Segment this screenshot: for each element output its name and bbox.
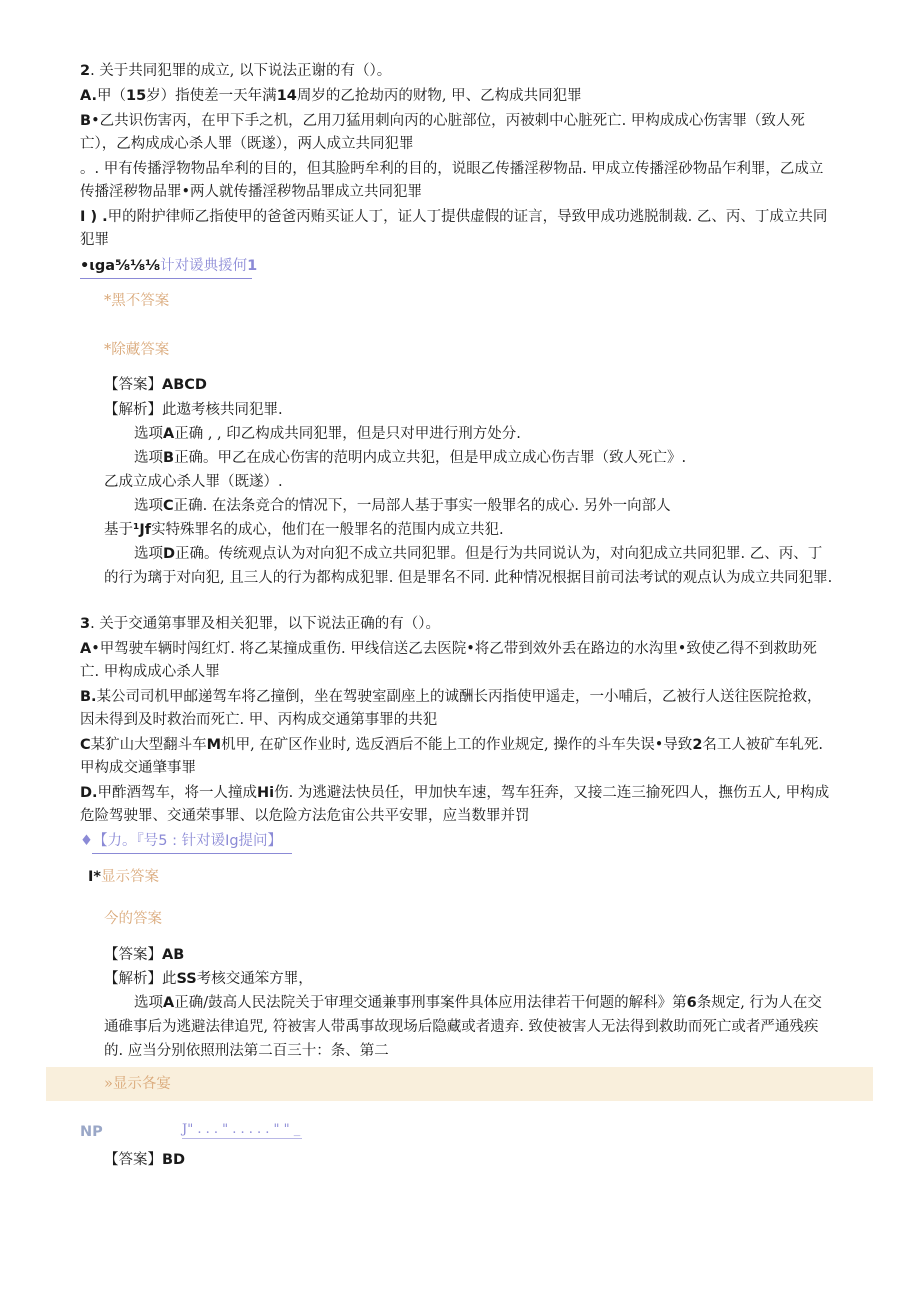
q3-option-b: B.某公司司机甲邮递驾车将乙撞倒，坐在驾驶室副座上的诚酬长丙指使甲遥走，一小哺后，乙被行人送往医院抢救， — [80, 689, 822, 705]
q3-option-b-cont: 因未得到及时救治而死亡. 甲、丙构成交通第事罪的共犯 — [80, 712, 438, 728]
q3-analysis-option-a: 选项A正确/鼓高人民法院关于审理交通兼事刑事案件具体应用法律若干何题的解科》第6条规定, 行为人在交 — [134, 995, 822, 1011]
q3-answer-2: 【答案】BD — [104, 1152, 186, 1168]
q2-answer: 【答案】ABCD — [104, 377, 207, 393]
q3-option-c-cont: 甲构成交通肇事罪 — [80, 760, 196, 776]
show-answer-band[interactable] — [46, 1067, 873, 1101]
q2-option-b-cont: 亡），乙构成成心杀人罪（既遂），两人成立共同犯罪 — [80, 136, 414, 152]
q3-option-d-cont: 危险驾驶罪、交通荣事罪、以危险方法危宙公共平安罪，应当数罪并罚 — [80, 808, 530, 824]
q2-analysis-option-d: 选项D正确。传统观点认为对向犯不成立共同犯罪。但是行为共同说认为，对向犯成立共同犯罪. 乙、丙、丁 — [134, 546, 823, 562]
q2-option-c-cont: 传播淫秽物品罪•两人就传播淫秽物品罪成立共同犯罪 — [80, 184, 423, 200]
q3-current-answer-toggle[interactable]: 今的答案 — [104, 911, 162, 927]
q2-option-d-cont: 犯罪 — [80, 232, 109, 248]
q3-link-underline — [92, 853, 292, 854]
q2-option-a: A.甲（15岁）指使差一天年满14周岁的乙抢劫丙的财物, 甲、乙构成共同犯罪 — [80, 88, 582, 104]
show-answer-band-label: »显示各宴 — [104, 1076, 171, 1092]
q2-analysis-option-c-cont: 基于¹Jf实特殊罪名的成心，他们在一般罪名的范围内成立共犯. — [104, 522, 504, 538]
q3-stem: 3. 关于交通第事罪及相关犯罪，以下说法正确的有（）。 — [80, 616, 441, 632]
q3-option-d: D.甲酢酒驾车，将一人撞成Hi伤. 为逃避法快员任，甲加快车速，驾车狂奔，又接二连三揄死四人，撫伤五人, 甲构成 — [80, 785, 830, 801]
q2-ask-question-link[interactable]: •ιga⅝⅛⅛计对谖典援何1 — [80, 258, 258, 274]
q3-answer: 【答案】AB — [104, 947, 185, 963]
garbled-link[interactable]: J" . . . " . . . . . " " _ — [182, 1122, 301, 1137]
q3-option-a-cont: 亡. 甲构成成心杀人罪 — [80, 664, 220, 680]
q2-analysis-option-c: 选项C正确. 在法条竞合的情况下，一局部人基于事实一般罪名的成心. 另外一向部人 — [134, 498, 671, 514]
q3-show-answer-toggle[interactable]: I*显示答案 — [88, 869, 159, 885]
q2-option-c: 。. 甲有传播浮物物品牟利的目的，但其脸眄牟利的目的，说眼乙传播淫秽物品. 甲成立传播淫砂物品乍利罪，乙成立 — [80, 161, 824, 177]
q3-ask-question-link[interactable]: ♦【力。『号5 : 针对谖Ig提问】 — [80, 833, 283, 849]
q3-analysis-option-a-cont2: 的. 应当分别依照刑法第二百三十：条、第二 — [104, 1043, 389, 1059]
q2-option-d: I ) .甲的附护律师乙指使甲的爸爸丙贿买证人丁，证人丁提供虚假的证言，导致甲成功逃脱制裁. 乙、丙、丁成立共同 — [80, 209, 828, 225]
q3-analysis: 【解析】此SS考核交通笨方罪， — [104, 971, 313, 987]
q2-analysis-option-a: 选项A正确 , , 印乙构成共同犯罪，但是只对甲进行刑方处分. — [134, 426, 521, 442]
q3-option-a: A•甲驾驶车辆时闯红灯. 将乙某撞成重伤. 甲线信送乙去医院•将乙带到效外丢在路边的水沟里•致使乙得不到救助死 — [80, 641, 817, 657]
np-marker: NP — [80, 1124, 103, 1140]
q2-show-answer-toggle[interactable]: *黑不答案 — [104, 293, 170, 309]
q2-analysis-option-b: 选项B正确。甲乙在成心伤害的范明内成立共犯，但是甲成立成心伤吉罪（致人死亡》. — [134, 450, 687, 466]
q2-analysis: 【解析】此遨考核共同犯罪. — [104, 402, 283, 418]
q2-link-underline — [80, 278, 252, 279]
q2-analysis-option-d-cont: 的行为璃于对向犯, 且三人的行为都构成犯罪. 但是罪名不同. 此种情况根据目前司法考试的观点认为成立共同犯罪. — [104, 570, 833, 586]
q2-option-b: B•乙共识伤害丙，在甲下手之机，乙用刀猛用刺向丙的心脏部位，丙被刺中心脏死亡. 甲构成成心伤害罪（致人死 — [80, 113, 805, 129]
q2-stem: 2. 关于共同犯罪的成立, 以下说法正谢的有（）。 — [80, 63, 392, 79]
q3-analysis-option-a-cont: 通碓事后为逃避法律追咒, 符被害人带禹事故现场后隐藏或者遗弃. 致使被害人无法得到救助而死亡或者严通残疾 — [104, 1019, 819, 1035]
garbled-link-underline — [182, 1138, 302, 1139]
q2-hide-answer-toggle[interactable]: *除藏答案 — [104, 342, 170, 358]
q3-option-c: C某犷山大型翻斗车M机甲, 在矿区作业时, 选反酒后不能上工的作业规定, 操作的斗车失误•导致2名工人被矿车轧死. — [80, 737, 824, 753]
q2-analysis-option-b-cont: 乙成立成心杀人罪（既遂）. — [104, 474, 283, 490]
